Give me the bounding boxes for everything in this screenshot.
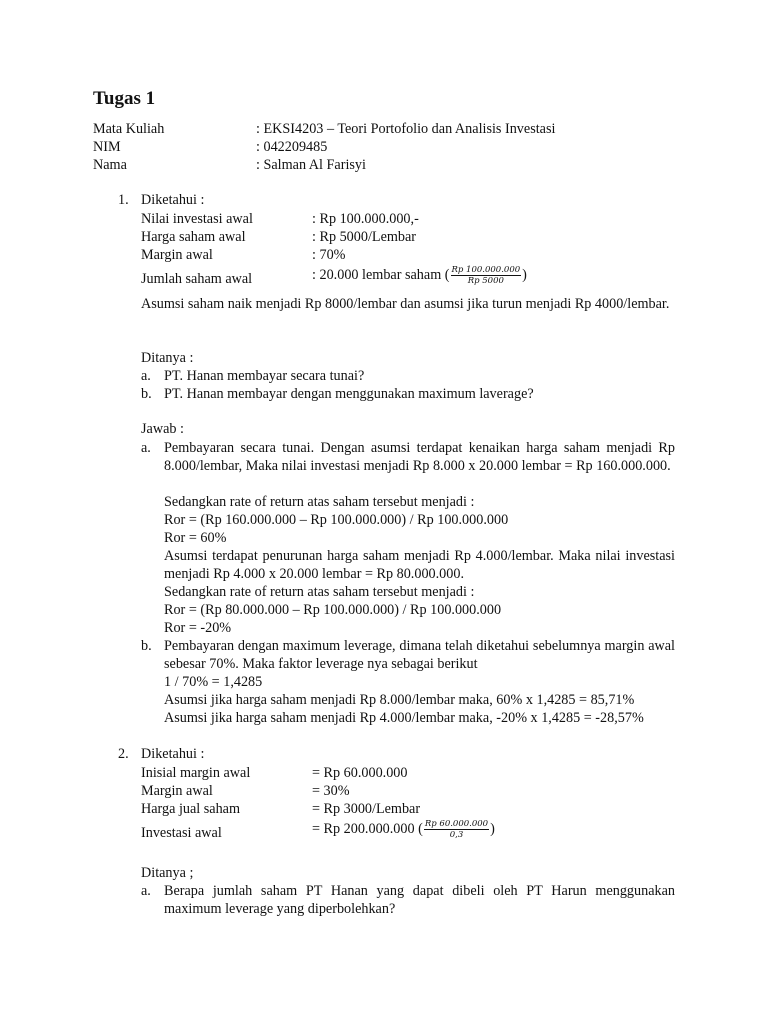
q1-known-label: Margin awal (141, 247, 213, 263)
course-value: : EKSI4203 – Teori Portofolio dan Analisis Investasi (256, 121, 556, 137)
list-marker: b. (141, 386, 152, 402)
nim-label: NIM (93, 139, 121, 155)
q1-known-value: : 20.000 lembar saham ( (312, 266, 450, 283)
fraction-denominator: 0,3 (449, 830, 464, 840)
q1-known-value: : Rp 100.000.000,- (312, 211, 419, 227)
q1-answer-b-line: Asumsi jika harga saham menjadi Rp 4.000/lembar maka, -20% x 1,4285 = -28,57% (164, 710, 644, 726)
list-marker: b. (141, 638, 152, 654)
fraction-numerator: Rp 60.000.000 (424, 819, 489, 829)
q1-number: 1. (118, 192, 129, 208)
list-marker: a. (141, 440, 151, 456)
q2-known-value: = Rp 60.000.000 (312, 765, 408, 781)
q1-asked-b: PT. Hanan membayar dengan menggunakan maximum laverage? (164, 386, 534, 402)
q1-answer-a-line: Ror = (Rp 80.000.000 – Rp 100.000.000) / Rp 100.000.000 (164, 602, 502, 618)
q2-known-value: = 30% (312, 783, 350, 799)
q1-answer-title: Jawab : (141, 421, 184, 437)
q1-known-label: Nilai investasi awal (141, 211, 253, 227)
q2-asked-title: Ditanya ; (141, 865, 194, 881)
q2-known-label: Investasi awal (141, 825, 222, 841)
q1-asked-title: Ditanya : (141, 350, 194, 366)
q2-known-label: Inisial margin awal (141, 765, 251, 781)
page-title: Tugas 1 (93, 88, 156, 109)
q1-shares-formula (312, 265, 527, 286)
list-marker: a. (141, 368, 151, 384)
q1-known-label: Harga saham awal (141, 229, 246, 245)
q1-known-title: Diketahui : (141, 192, 205, 208)
q2-fraction (424, 819, 489, 840)
q1-answer-a-paragraph: Pembayaran secara tunai. Dengan asumsi terdapat kenaikan harga saham menjadi Rp 8.000/lembar, Maka nilai investasi menjadi Rp 8.000 x 20.000 lembar = Rp 160.000.000. (164, 440, 675, 474)
q1-answer-b-line: 1 / 70% = 1,4285 (164, 674, 263, 690)
q1-answer-a-line: Sedangkan rate of return atas saham tersebut menjadi : (164, 494, 475, 510)
q2-number: 2. (118, 746, 129, 762)
q2-known-value: = Rp 3000/Lembar (312, 801, 421, 817)
q1-answer-b-line: Asumsi jika harga saham menjadi Rp 8.000/lembar maka, 60% x 1,4285 = 85,71% (164, 692, 635, 708)
q1-known-value: : 70% (312, 247, 346, 263)
q1-answer-a-line: Ror = 60% (164, 530, 227, 546)
fraction-close: ) (522, 266, 527, 283)
q1-known-value: : Rp 5000/Lembar (312, 229, 417, 245)
q1-answer-a-paragraph: Asumsi terdapat penurunan harga saham menjadi Rp 4.000/lembar. Maka nilai investasi menjadi Rp 4.000 x 20.000 lembar = Rp 80.000.000. (164, 548, 675, 582)
course-label: Mata Kuliah (93, 121, 165, 137)
q1-answer-a-line: Ror = -20% (164, 620, 232, 636)
q2-investment-formula (312, 819, 495, 840)
q1-known-label: Jumlah saham awal (141, 271, 253, 287)
fraction-numerator: Rp 100.000.000 (451, 265, 521, 275)
q2-known-title: Diketahui : (141, 746, 205, 762)
q2-known-label: Harga jual saham (141, 801, 241, 817)
name-value: : Salman Al Farisyi (256, 157, 366, 173)
fraction-denominator: Rp 5000 (467, 276, 504, 286)
q1-answer-a-line: Sedangkan rate of return atas saham tersebut menjadi : (164, 584, 475, 600)
q1-answer-b-paragraph: Pembayaran dengan maximum leverage, dimana telah diketahui sebelumnya margin awal sebesar 70%. Maka faktor leverage nya sebagai berikut (164, 638, 675, 672)
q2-known-label: Margin awal (141, 783, 213, 799)
q1-fraction (451, 265, 522, 286)
fraction-close: ) (490, 820, 495, 837)
q1-assumption: Asumsi saham naik menjadi Rp 8000/lembar dan asumsi jika turun menjadi Rp 4000/lembar. (141, 296, 670, 312)
name-label: Nama (93, 157, 127, 173)
q2-asked-a: Berapa jumlah saham PT Hanan yang dapat dibeli oleh PT Harun menggunakan maximum leverage yang diperbolehkan? (164, 883, 675, 917)
q1-answer-a-line: Ror = (Rp 160.000.000 – Rp 100.000.000) / Rp 100.000.000 (164, 512, 509, 528)
nim-value: : 042209485 (256, 139, 328, 155)
q2-known-value: = Rp 200.000.000 ( (312, 820, 423, 837)
q1-asked-a: PT. Hanan membayar secara tunai? (164, 368, 365, 384)
list-marker: a. (141, 883, 151, 899)
